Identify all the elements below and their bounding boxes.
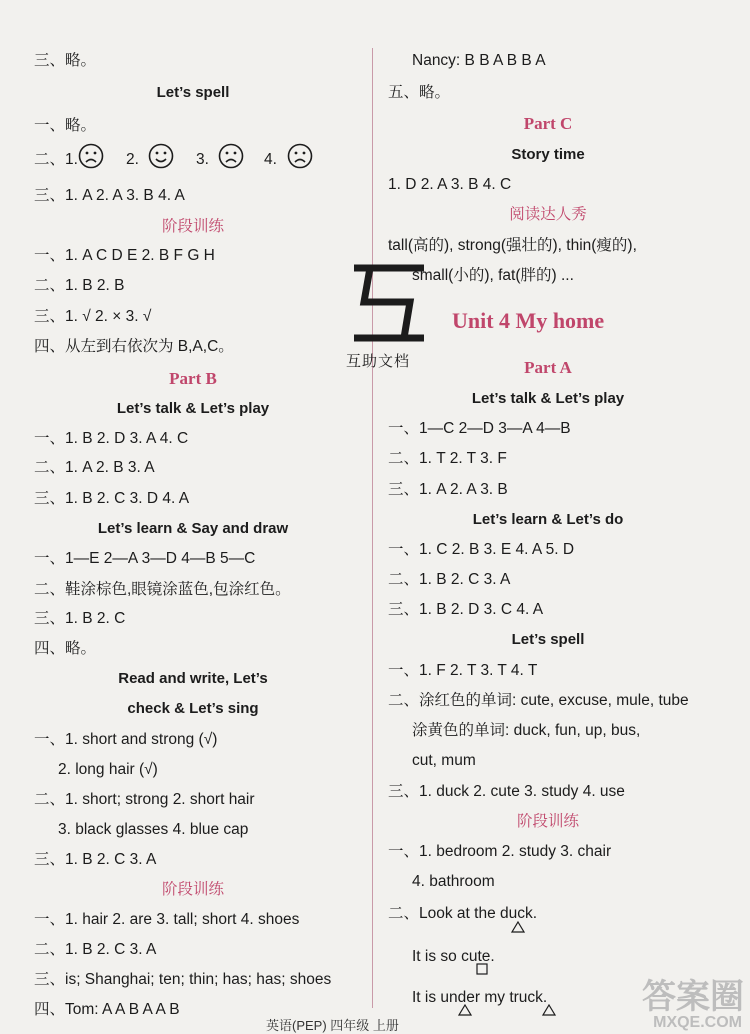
part-b-heading: Part B bbox=[169, 369, 217, 388]
answer-line: 涂黄色的单词: duck, fun, up, bus, bbox=[412, 722, 641, 739]
answer-line: 一、略。 bbox=[34, 117, 97, 134]
answer-line: 一、1. F 2. T 3. T 4. T bbox=[388, 662, 538, 679]
answer-line: 二、1. B 2. C 3. A bbox=[34, 941, 157, 958]
section-heading-lets-spell: Let’s spell bbox=[156, 84, 230, 101]
stage-training-heading: 阶段训练 bbox=[161, 881, 224, 898]
column-divider bbox=[372, 48, 373, 1008]
answer-line: 四、Tom: A A B A A B bbox=[34, 1001, 180, 1018]
answer-line: 3. black glasses 4. blue cap bbox=[58, 821, 249, 838]
section-heading: Let’s talk & Let’s play bbox=[471, 390, 625, 407]
corner-watermark-url: MXQE.COM bbox=[653, 1014, 742, 1031]
stage-training-heading: 阶段训练 bbox=[161, 218, 224, 235]
sad-face-icon bbox=[287, 143, 313, 169]
triangle-mark-icon bbox=[458, 1004, 472, 1016]
page-footer: 英语(PEP) 四年级 上册 bbox=[266, 1018, 399, 1033]
answer-line: 二、涂红色的单词: cute, excuse, mule, tube bbox=[388, 692, 689, 709]
answer-line: 4. bbox=[264, 151, 277, 168]
answer-line: cut, mum bbox=[412, 752, 476, 769]
answer-line: 五、略。 bbox=[388, 84, 451, 101]
answer-line: 三、1. B 2. C 3. D 4. A bbox=[34, 490, 190, 507]
answer-line: 二、1. short; strong 2. short hair bbox=[34, 791, 255, 808]
answer-line: 四、从左到右依次为 B,A,C。 bbox=[34, 338, 234, 355]
answer-line: 二、1. bbox=[34, 151, 78, 168]
answer-line: 2. long hair (√) bbox=[58, 761, 158, 778]
answer-line: 一、1—E 2—A 3—D 4—B 5—C bbox=[34, 550, 256, 567]
answer-line: 三、略。 bbox=[34, 52, 97, 69]
answer-line: 3. bbox=[196, 151, 209, 168]
section-heading: Let’s spell bbox=[511, 631, 585, 648]
section-heading: Let’s learn & Let’s do bbox=[472, 511, 624, 528]
answer-line: It is under my truck. bbox=[412, 989, 548, 1006]
answer-line: 一、1. C 2. B 3. E 4. A 5. D bbox=[388, 541, 575, 558]
answer-line: 一、1—C 2—D 3—A 4—B bbox=[388, 420, 571, 437]
answer-line: 二、Look at the duck. bbox=[388, 905, 538, 922]
answer-line: 三、1. B 2. D 3. C 4. A bbox=[388, 601, 544, 618]
sad-face-icon bbox=[218, 143, 244, 169]
answer-line: 4. bathroom bbox=[412, 873, 495, 890]
answer-line: 三、1. B 2. C bbox=[34, 610, 126, 627]
answer-line: 三、1. A 2. A 3. B bbox=[388, 481, 508, 498]
answer-line: 三、1. A 2. A 3. B 4. A bbox=[34, 187, 185, 204]
reading-heading: 阅读达人秀 bbox=[509, 206, 587, 223]
answer-line: small(小的), fat(胖的) ... bbox=[412, 267, 574, 284]
corner-watermark: 答案圈 bbox=[642, 978, 744, 1016]
part-c-heading: Part C bbox=[523, 114, 573, 133]
watermark-text: 互助文档 bbox=[346, 353, 411, 370]
answer-line: 四、略。 bbox=[34, 640, 97, 657]
answer-line: 2. bbox=[126, 151, 139, 168]
answer-line: 二、1. B 2. B bbox=[34, 277, 125, 294]
answer-line: 一、1. B 2. D 3. A 4. C bbox=[34, 430, 189, 447]
answer-line: 一、1. hair 2. are 3. tall; short 4. shoes bbox=[34, 911, 300, 928]
happy-face-icon bbox=[148, 143, 174, 169]
answer-line: 二、鞋涂棕色,眼镜涂蓝色,包涂红色。 bbox=[34, 581, 291, 598]
part-a-heading: Part A bbox=[524, 358, 572, 377]
unit-title: Unit 4 My home bbox=[452, 308, 605, 333]
answer-line: Nancy: B B A B B A bbox=[412, 52, 546, 69]
section-heading: Read and write, Let’s bbox=[118, 670, 268, 687]
answer-line: 1. D 2. A 3. B 4. C bbox=[388, 176, 512, 193]
answer-line: It is so cute. bbox=[412, 948, 495, 965]
section-heading: check & Let’s sing bbox=[127, 700, 259, 717]
section-heading: Let’s learn & Say and draw bbox=[97, 520, 289, 537]
answer-line: 三、1. √ 2. × 3. √ bbox=[34, 308, 152, 325]
stage-training-heading: 阶段训练 bbox=[516, 813, 579, 830]
answer-line: 三、1. B 2. C 3. A bbox=[34, 851, 157, 868]
answer-line: 一、1. bedroom 2. study 3. chair bbox=[388, 843, 612, 860]
answer-line: 三、1. duck 2. cute 3. study 4. use bbox=[388, 783, 625, 800]
answer-line: 二、1. T 2. T 3. F bbox=[388, 450, 507, 467]
square-mark-icon bbox=[476, 963, 488, 975]
triangle-mark-icon bbox=[511, 921, 525, 933]
answer-line: 二、1. A 2. B 3. A bbox=[34, 459, 155, 476]
triangle-mark-icon bbox=[542, 1004, 556, 1016]
section-heading: Story time bbox=[511, 146, 585, 163]
answer-line: 三、is; Shanghai; ten; thin; has; has; shoes bbox=[34, 971, 332, 988]
answer-line: 二、1. B 2. C 3. A bbox=[388, 571, 511, 588]
answer-line: 一、1. short and strong (√) bbox=[34, 731, 218, 748]
answer-line: 一、1. A C D E 2. B F G H bbox=[34, 247, 215, 264]
section-heading: Let’s talk & Let’s play bbox=[116, 400, 270, 417]
answer-line: tall(高的), strong(强壮的), thin(瘦的), bbox=[388, 237, 637, 254]
sad-face-icon bbox=[78, 143, 104, 169]
